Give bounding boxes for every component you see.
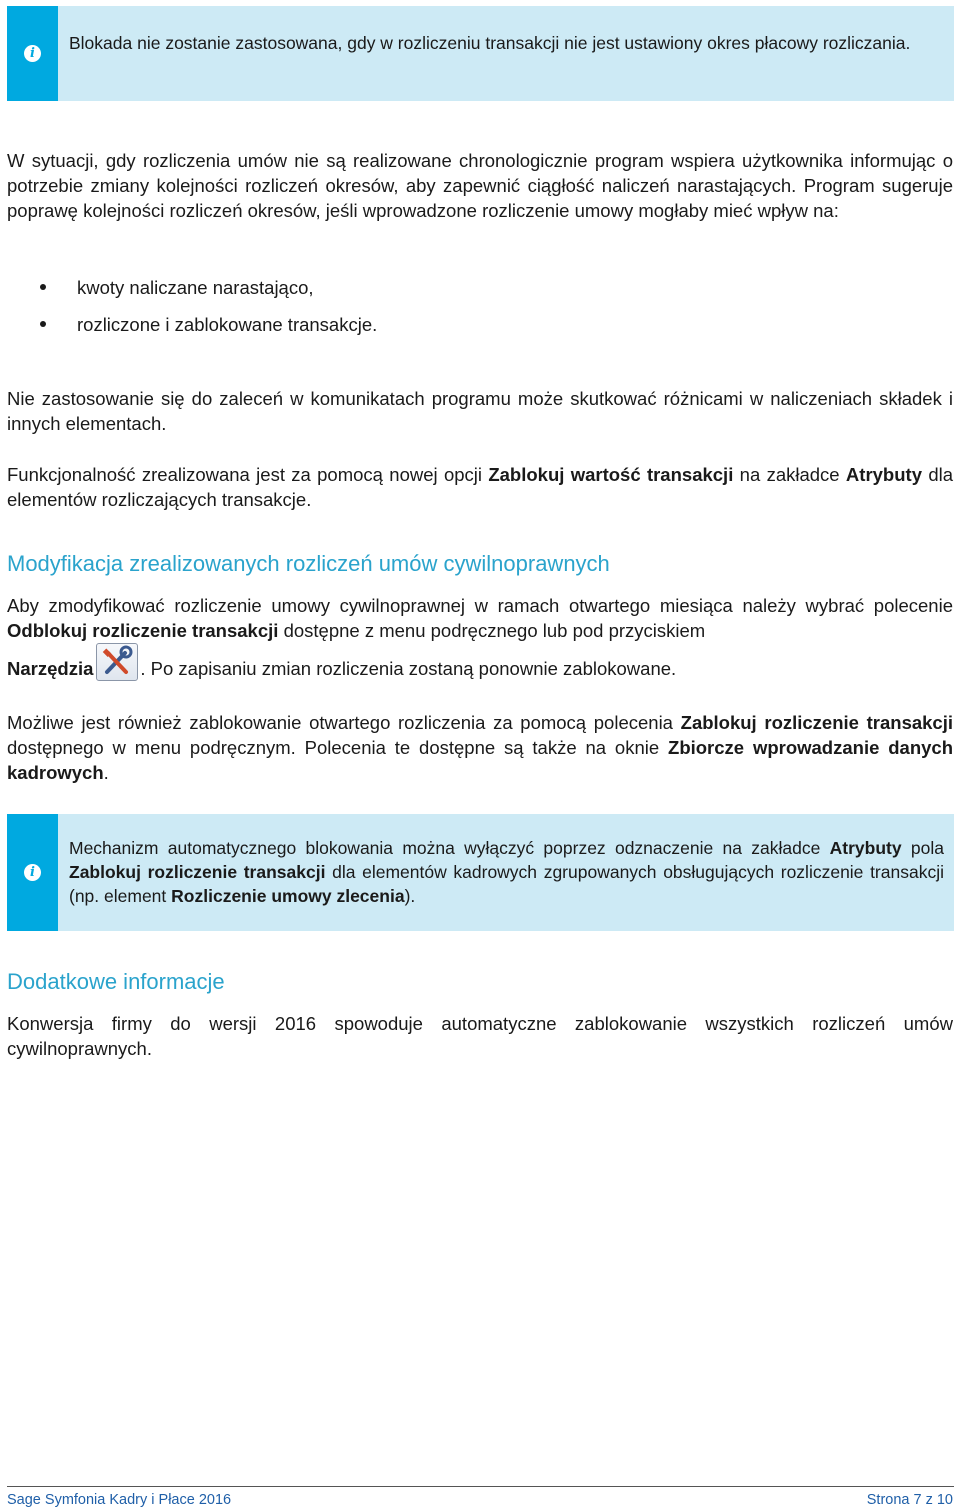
text-span: . [103,762,109,783]
info-strip [7,814,58,931]
text-span: dla elementów kadrowych zgrupowanych obsługujących rozliczenie transakcji (np. element [69,862,944,906]
info-box-text [58,814,954,931]
option-name: Zablokuj wartość transakcji [488,464,734,485]
section-heading-additional: Dodatkowe informacje [7,969,225,994]
info-strip [7,6,58,101]
list-item-text: kwoty naliczane narastająco, [77,277,314,298]
tools-icon [96,643,138,681]
intro-paragraph: W sytuacji, gdy rozliczenia umów nie są realizowane chronologicznie program wspiera użytkownika informując o potrzebie zmiany kolejności rozliczeń okresów, aby zapewnić ciągłość naliczeń narastających. Program sugeruje poprawę kolejności rozliczeń okresów, jeśli wprowadzone rozliczenie umowy mogłaby mieć wpływ na: [7,150,953,221]
info-box-mechanism-note [7,814,954,931]
tab-name: Atrybuty [845,464,922,485]
info-box-block-note [7,6,954,101]
text-span: Możliwe jest również zablokowanie otwartego rozliczenia za pomocą polecenia [7,712,673,733]
window-name: Zbiorcze wprowadzanie danych kadrowych [7,737,953,783]
info-icon: i [24,45,41,62]
info-icon: i [24,864,41,881]
section-heading-modify: Modyfikacja zrealizowanych rozliczeń umów cywilnoprawnych [7,551,610,576]
tab-name: Atrybuty [829,838,902,858]
text-span: Funkcjonalność zrealizowana jest za pomocą nowej opcji [7,464,482,485]
info-box-text [58,6,920,101]
bullet-icon [40,321,46,327]
functionality-paragraph [7,462,953,512]
button-name: Narzędzia [7,658,94,679]
text-span: dla elementów rozliczających transakcje. [7,464,954,510]
field-name: Zablokuj rozliczenie transakcji [69,862,326,882]
text-span: na zakładce [739,464,840,485]
modify-paragraph-2 [7,710,953,785]
text-span: pola [910,838,944,858]
text-span: dostępnego w menu podręcznym. Polecenia te dostępne są także na oknie [7,737,660,758]
additional-paragraph: Konwersja firmy do wersji 2016 spowoduje automatyczne zablokowanie wszystkich rozliczeń umów cywilnoprawnych. [7,1013,953,1059]
warning-paragraph: Nie zastosowanie się do zaleceń w komunikatach programu może skutkować różnicami w naliczeniach składek i innych elementach. [7,388,953,434]
list-item-text: rozliczone i zablokowane transakcje. [77,314,378,335]
text-span: dostępne z menu podręcznego lub pod przyciskiem [283,620,706,641]
footer-left: Sage Symfonia Kadry i Płace 2016 [7,1492,232,1508]
modify-paragraph-1-end [7,643,953,694]
element-name: Rozliczenie umowy zlecenia [171,886,405,906]
text-span: ). [404,886,416,906]
bullet-icon [40,284,46,290]
text-span: Mechanizm automatycznego blokowania można wyłączyć poprzez odznaczenie na zakładce [69,838,821,858]
text-span: Aby zmodyfikować rozliczenie umowy cywilnoprawnej w ramach otwartego miesiąca należy wybrać polecenie [7,595,953,616]
modify-paragraph-1 [7,593,953,643]
footer-divider [7,1486,954,1487]
command-name: Odblokuj rozliczenie transakcji [7,620,279,641]
info-box-1-text: Blokada nie zostanie zastosowana, gdy w rozliczeniu transakcji nie jest ustawiony okres płacowy rozliczania. [69,33,911,53]
command-name: Zablokuj rozliczenie transakcji [680,712,953,733]
text-span: . Po zapisaniu zmian rozliczenia zostaną ponownie zablokowane. [140,658,677,679]
footer-page-number: Strona 7 z 10 [866,1492,953,1508]
